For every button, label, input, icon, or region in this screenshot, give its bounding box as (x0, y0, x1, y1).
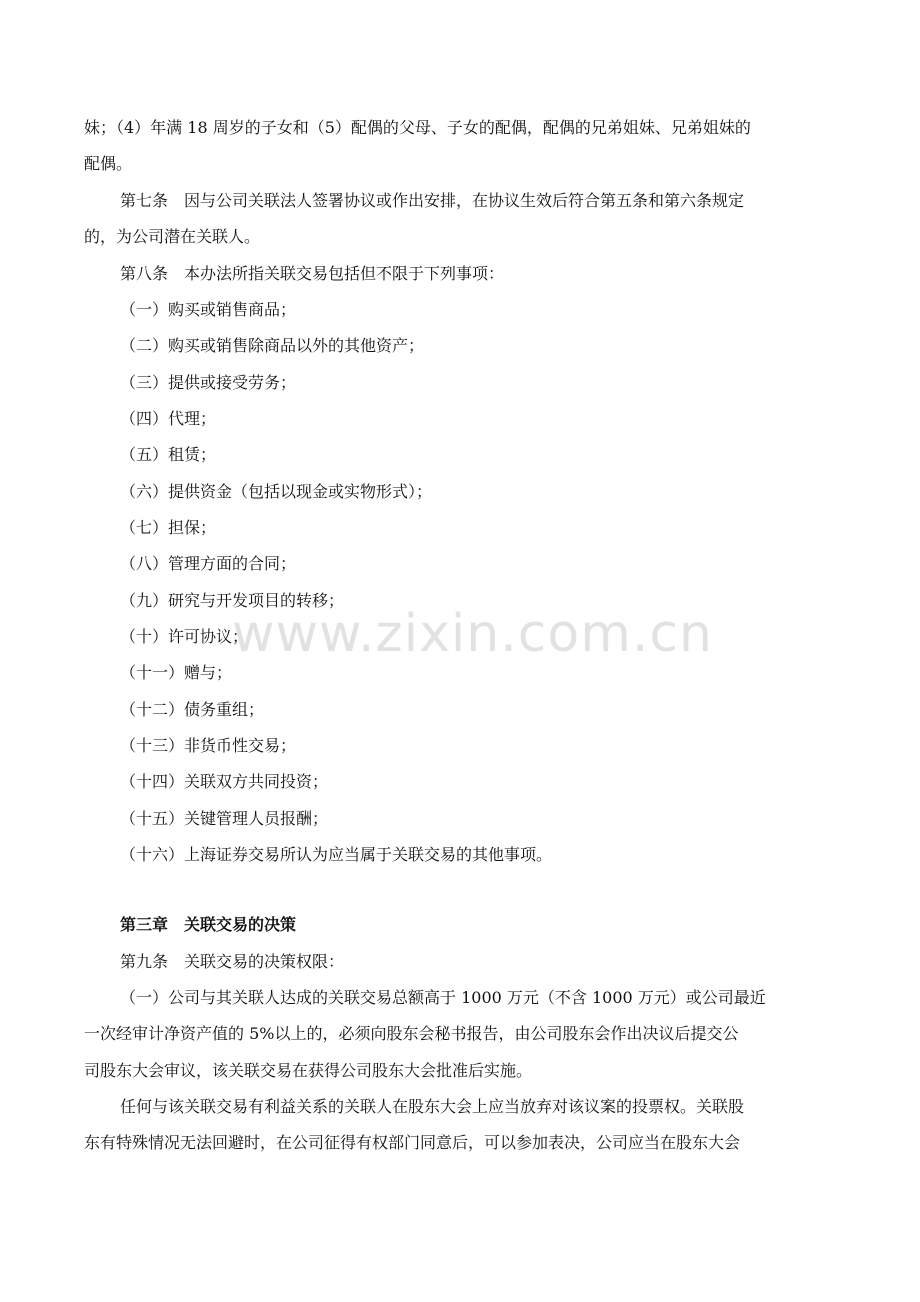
text-line: 妹；（4）年满 18 周岁的子女和（5）配偶的父母、子女的配偶，配偶的兄弟姐妹、兄弟姐妹的 (84, 118, 751, 137)
text-line: 配偶。 (84, 154, 133, 173)
list-item: （九）研究与开发项目的转移； (120, 591, 345, 610)
list-item: （七）担保； (120, 518, 217, 537)
list-item: （十一）赠与； (120, 663, 233, 682)
list-item: （十）许可协议； (120, 627, 249, 646)
list-item: （五）租赁； (120, 445, 217, 464)
text-line: 东有特殊情况无法回避时，在公司征得有权部门同意后，可以参加表决，公司应当在股东大会 (84, 1133, 741, 1152)
text-line: 第九条 关联交易的决策权限： (120, 952, 345, 971)
list-item: （八）管理方面的合同； (120, 554, 297, 573)
list-item: （十二）债务重组； (120, 700, 265, 719)
list-item: （十六）上海证券交易所认为应当属于关联交易的其他事项。 (120, 845, 553, 864)
list-item: （六）提供资金（包括以现金或实物形式）； (120, 482, 433, 501)
list-item: （一）购买或销售商品； (120, 300, 297, 319)
chapter-heading: 第三章 关联交易的决策 (120, 915, 297, 934)
list-item: （十五）关键管理人员报酬； (120, 809, 329, 828)
watermark: www.zixin.com.cn (232, 604, 713, 664)
text-line: 司股东大会审议，该关联交易在获得公司股东大会批准后实施。 (84, 1061, 533, 1080)
text-line: 第七条 因与公司关联法人签署协议或作出安排，在协议生效后符合第五条和第六条规定 (120, 191, 745, 210)
list-item: （三）提供或接受劳务； (120, 373, 297, 392)
text-line: 的，为公司潜在关联人。 (84, 227, 261, 246)
text-line: 第八条 本办法所指关联交易包括但不限于下列事项： (120, 264, 505, 283)
list-item: （十四）关联双方共同投资； (120, 772, 329, 791)
list-item: （十三）非货币性交易； (120, 736, 297, 755)
list-item: （四）代理； (120, 409, 217, 428)
text-line: （一）公司与其关联人达成的关联交易总额高于 1000 万元（不含 1000 万元）或公司最近 (120, 988, 766, 1007)
text-line: 任何与该关联交易有利益关系的关联人在股东大会上应当放弃对该议案的投票权。关联股 (120, 1097, 745, 1116)
list-item: （二）购买或销售除商品以外的其他资产； (120, 336, 425, 355)
text-line: 一次经审计净资产值的 5%以上的，必须向股东会秘书报告，由公司股东会作出决议后提交公 (84, 1024, 739, 1043)
